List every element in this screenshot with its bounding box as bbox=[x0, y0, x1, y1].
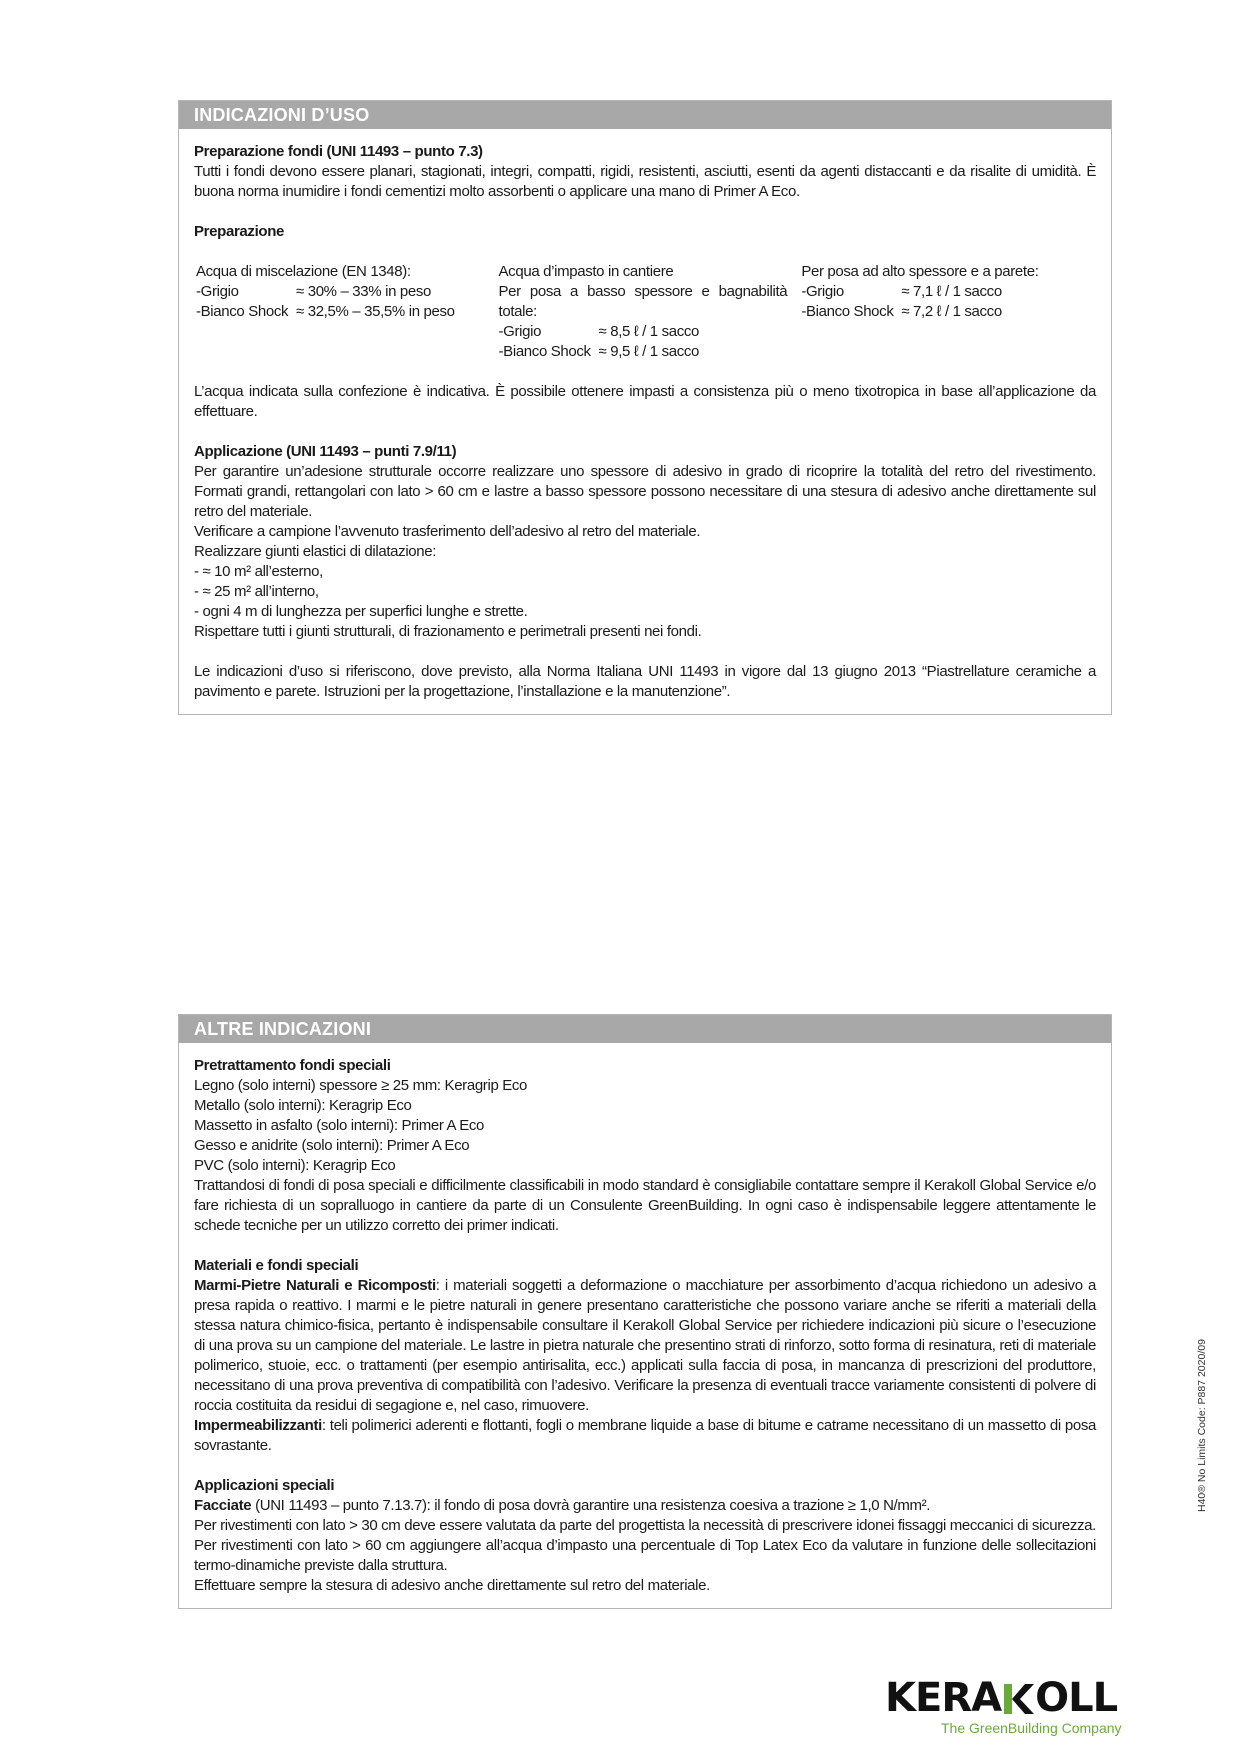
col-row bbox=[196, 282, 499, 302]
row-value: ≈ 7,1 ℓ / 1 sacco bbox=[901, 283, 1002, 300]
logo-part2: OLL bbox=[1035, 1675, 1118, 1721]
section-body bbox=[179, 129, 1111, 714]
col-row bbox=[801, 302, 1096, 322]
applicazioni-title: Applicazioni speciali bbox=[194, 1477, 335, 1494]
row-value: ≈ 7,2 ℓ / 1 sacco bbox=[901, 303, 1002, 320]
row-value: ≈ 9,5 ℓ / 1 sacco bbox=[598, 343, 700, 360]
water-table bbox=[196, 262, 1096, 362]
logo-wordmark bbox=[885, 1675, 1145, 1721]
col-row bbox=[801, 282, 1096, 302]
facciate-label: Facciate bbox=[194, 1497, 252, 1514]
facciate-paragraph bbox=[194, 1496, 1096, 1516]
marmi-label: Marmi-Pietre Naturali e Ricomposti bbox=[194, 1277, 436, 1294]
applicazione-title: Applicazione (UNI 11493 – punti 7.9/11) bbox=[194, 443, 457, 460]
water-col-site bbox=[499, 262, 802, 362]
row-label: -Grigio bbox=[196, 283, 239, 300]
col-row bbox=[499, 322, 788, 342]
facciate-text: (UNI 11493 – punto 7.13.7): il fondo di posa dovrà garantire una resistenza coesiva a trazione ≥ 1,0 N/mm². bbox=[251, 1497, 931, 1514]
row-label: -Grigio bbox=[498, 323, 542, 340]
norma-text: Le indicazioni d’uso si riferiscono, dove previsto, alla Norma Italiana UNI 11493 in vigore dal 13 giugno 2013 “Piastrellature ceramiche a pavimento e parete. Istruzioni per la progettazione, l’installazione e la manutenzione”. bbox=[194, 663, 1096, 700]
pretratt-line: PVC (solo interni): Keragrip Eco bbox=[194, 1157, 396, 1174]
applicazione-line: Realizzare giunti elastici di dilatazione: bbox=[194, 543, 437, 560]
col-subheading: Per posa a basso spessore e bagnabilità totale: bbox=[498, 283, 788, 320]
logo-part1: KERA bbox=[885, 1675, 1002, 1721]
marmi-text: : i materiali soggetti a deformazione o macchiature per assorbimento d’acqua richiedono un adesivo a presa rapida o reattivo. I marmi e le pietre naturali in genere presentano caratteristiche che possono variare anche se riferiti a materiali della stessa natura chimico-fisica, pertanto è indispensabile consultare il Kerakoll Global Service per richiedere indicazioni più sicure o l’esecuzione di una prova su un campione del materiale. Le lastre in pietra naturale che presentino strati di rinforzo, sotto forma di resinatura, reti di materiale polimerico, stuoie, ecc. o trattamenti (per esempio antirisalita, ecc.) applicati sulla faccia di posa, in mancanza di prescrizioni del produttore, necessitano di una prova preventiva di compatibilità con l’adesivo. Verificare la presenza di eventuali tracce variamente consistenti di polvere di roccia costituita da residui di segagione e, nel caso, rimuovere. bbox=[194, 1277, 1096, 1414]
riv60-text: Per rivestimenti con lato > 60 cm aggiungere all’acqua d’impasto una percentuale di Top Latex Eco da valutare in funzione delle sollecitazioni termo-dinamiche previste dalla struttura. bbox=[194, 1537, 1096, 1574]
pretratt-line: Metallo (solo interni): Keragrip Eco bbox=[194, 1097, 412, 1114]
applicazione-line: - ogni 4 m di lunghezza per superfici lunghe e strette. bbox=[194, 603, 528, 620]
row-value: ≈ 8,5 ℓ / 1 sacco bbox=[598, 323, 700, 340]
product-code: H40® No Limits Code: P887 2020/09 bbox=[1196, 1339, 1208, 1512]
row-value: ≈ 32,5% – 35,5% in peso bbox=[296, 303, 455, 320]
section-title: ALTRE INDICAZIONI bbox=[179, 1015, 1111, 1043]
section-title: INDICAZIONI D’USO bbox=[179, 101, 1111, 129]
applicazione-line: - ≈ 10 m² all’esterno, bbox=[194, 563, 323, 580]
applicazione-line: - ≈ 25 m² all’interno, bbox=[194, 583, 319, 600]
row-label: -Bianco Shock bbox=[196, 303, 289, 320]
imperm-paragraph bbox=[194, 1416, 1096, 1456]
applicazione-line: Verificare a campione l’avvenuto trasferimento dell’adesivo al retro del materiale. bbox=[194, 523, 701, 540]
imperm-text: : teli polimerici aderenti e flottanti, fogli o membrane liquide a base di bitume e catrame necessitano di un massetto di posa sovrastante. bbox=[194, 1417, 1096, 1454]
logo-k-icon bbox=[1001, 1678, 1035, 1718]
pretratt-text: Trattandosi di fondi di posa speciali e difficilmente classificabili in modo standard è consigliabile contattare sempre il Kerakoll Global Service e/o fare richiesta di un sopralluogo in cantiere da parte di un Consulente GreenBuilding. In ogni caso è indispensabile leggere attentamente le schede tecniche per un utilizzo corretto dei primer indicati. bbox=[194, 1177, 1096, 1234]
prep-fondi-text: Tutti i fondi devono essere planari, stagionati, integri, compatti, rigidi, resistenti, asciutti, esenti da agenti distaccanti e da risalite di umidità. È buona norma inumidire i fondi cementizi molto assorbenti o applicare una mano di Primer A Eco. bbox=[194, 163, 1096, 200]
water-col-thick bbox=[801, 262, 1096, 362]
section-altre-indicazioni bbox=[178, 1014, 1112, 1609]
pretratt-line: Massetto in asfalto (solo interni): Primer A Eco bbox=[194, 1117, 484, 1134]
logo-tagline: The GreenBuilding Company bbox=[941, 1720, 1122, 1736]
riv30-text: Per rivestimenti con lato > 30 cm deve essere valutata da parte del progettista la necessità di prescrivere idonei fissaggi meccanici di sicurezza. bbox=[194, 1517, 1096, 1534]
col-row bbox=[196, 302, 499, 322]
pretratt-line: Gesso e anidrite (solo interni): Primer A Eco bbox=[194, 1137, 470, 1154]
section-indicazioni-uso bbox=[178, 100, 1112, 715]
marmi-paragraph bbox=[194, 1276, 1096, 1416]
materiali-title: Materiali e fondi speciali bbox=[194, 1257, 359, 1274]
col-row bbox=[499, 342, 788, 362]
row-label: -Grigio bbox=[801, 283, 844, 300]
row-value: ≈ 30% – 33% in peso bbox=[296, 283, 432, 300]
pretratt-title: Pretrattamento fondi speciali bbox=[194, 1057, 391, 1074]
prep-fondi-title: Preparazione fondi (UNI 11493 – punto 7.3) bbox=[194, 143, 483, 160]
col-heading: Acqua di miscelazione (EN 1348): bbox=[196, 263, 411, 280]
col-heading: Per posa ad alto spessore e a parete: bbox=[801, 263, 1039, 280]
imperm-label: Impermeabilizzanti bbox=[194, 1417, 322, 1434]
stesura-text: Effettuare sempre la stesura di adesivo anche direttamente sul retro del materiale. bbox=[194, 1577, 710, 1594]
col-heading: Acqua d’impasto in cantiere bbox=[498, 263, 674, 280]
row-label: -Bianco Shock bbox=[498, 343, 591, 360]
water-col-mixing bbox=[196, 262, 499, 362]
kerakoll-logo bbox=[885, 1675, 1145, 1738]
applicazione-text: Per garantire un’adesione strutturale occorre realizzare uno spessore di adesivo in grado di ricoprire la totalità del retro del rivestimento. Formati grandi, rettangolari con lato > 60 cm e lastre a basso spessore possono necessitare di una stesura di adesivo anche direttamente sul retro del materiale. bbox=[194, 463, 1096, 520]
pretratt-line: Legno (solo interni) spessore ≥ 25 mm: Keragrip Eco bbox=[194, 1077, 528, 1094]
applicazione-line: Rispettare tutti i giunti strutturali, di frazionamento e perimetrali presenti nei fondi. bbox=[194, 623, 702, 640]
section-body bbox=[179, 1043, 1111, 1608]
row-label: -Bianco Shock bbox=[801, 303, 894, 320]
acqua-note: L’acqua indicata sulla confezione è indicativa. È possibile ottenere impasti a consistenza più o meno tixotropica in base all’applicazione da effettuare. bbox=[194, 383, 1096, 420]
preparazione-title: Preparazione bbox=[194, 223, 285, 240]
